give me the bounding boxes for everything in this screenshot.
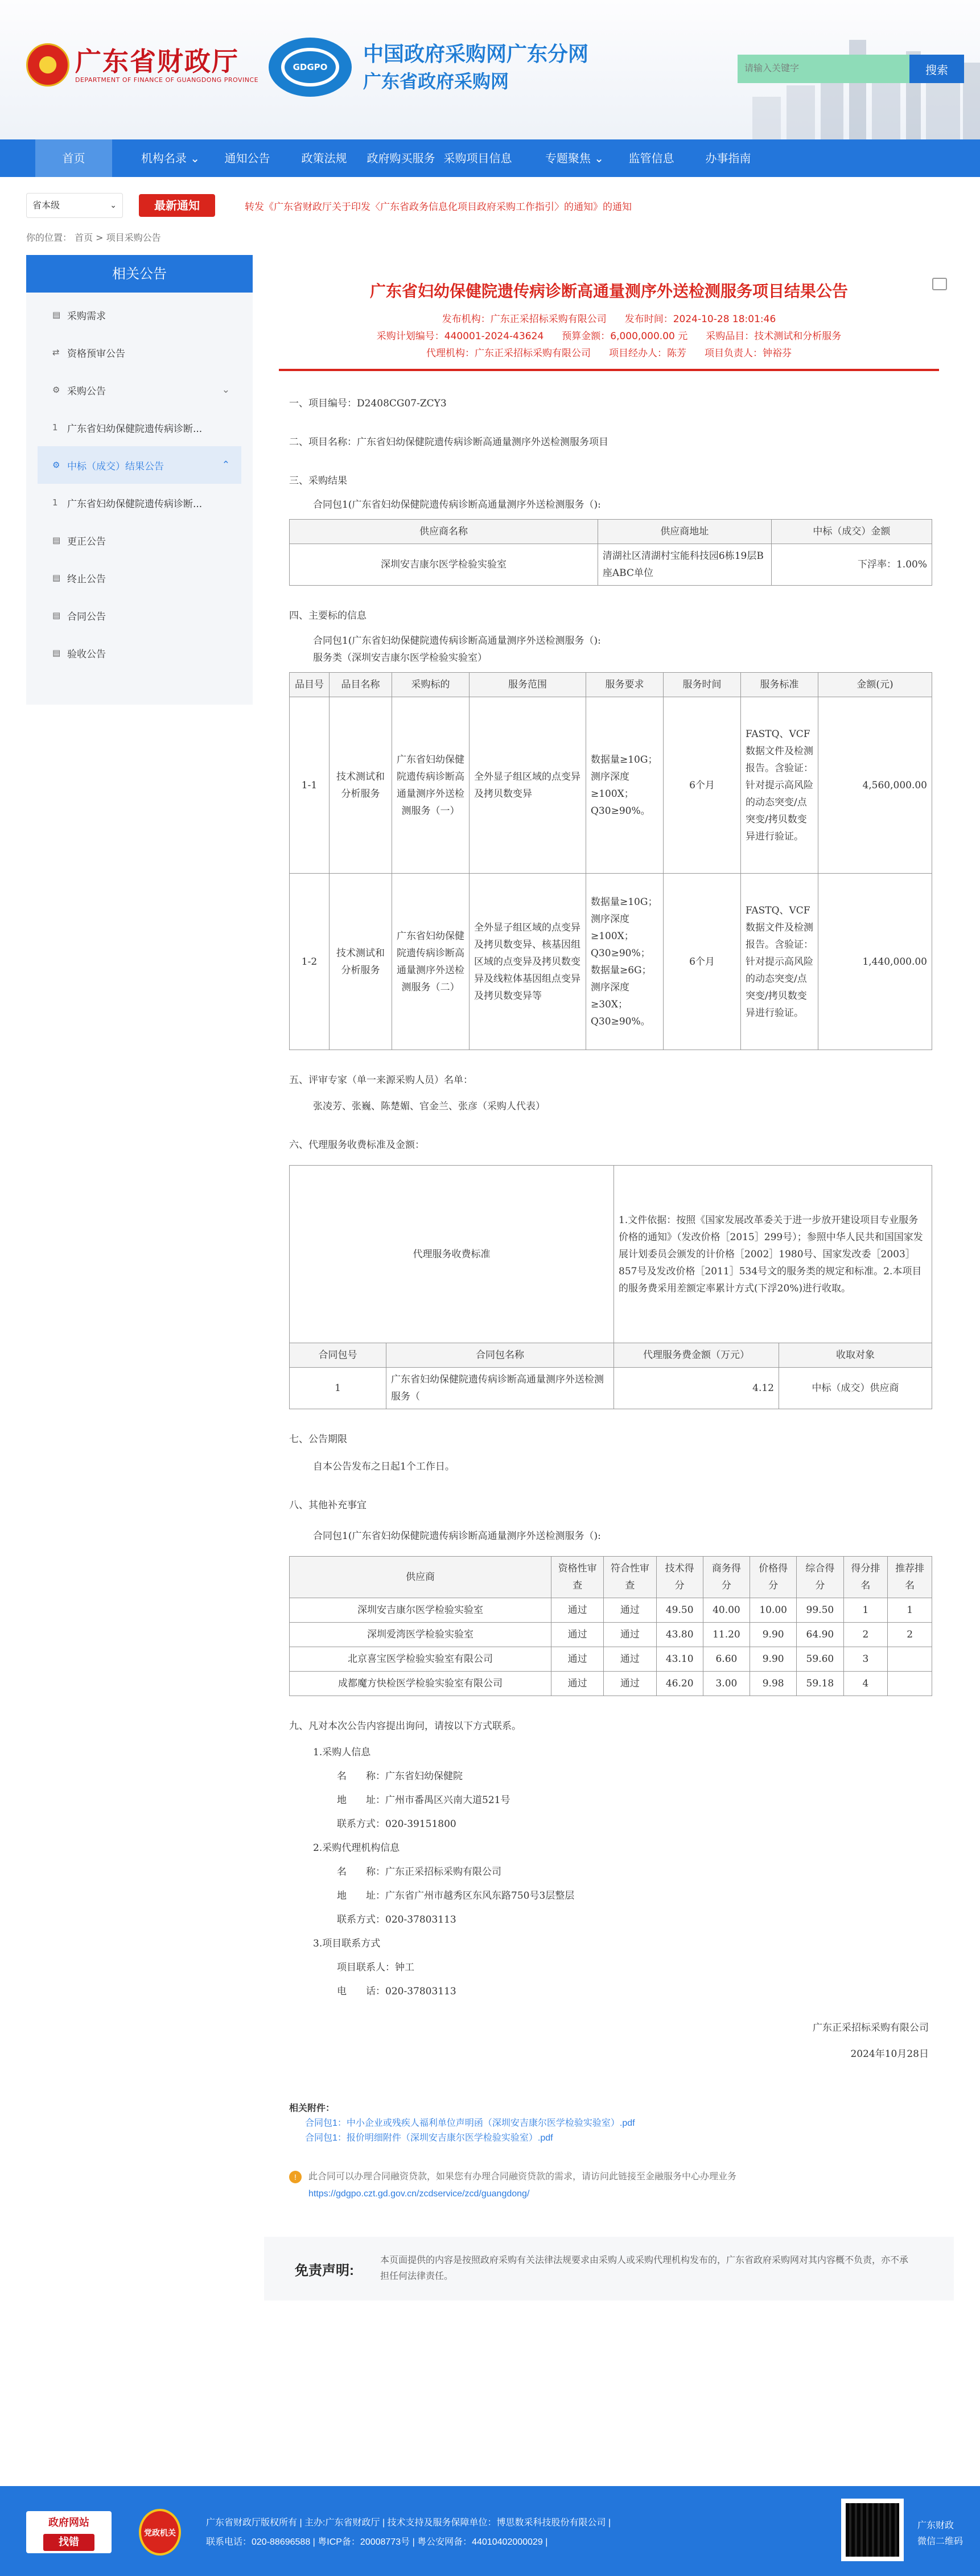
table-row: 1-2 技术测试和分析服务 广东省妇幼保健院遗传病诊断高通量测序外送检测服务（二） 全外显子组区域的点变异及拷贝数变异、核基因组区域的点变异及拷贝数变异及线粒体基因组点变异及拷贝数变异等 数据量≥10G；测序深度≥100X；Q30≥90%；数据量≥6G；测序深度≥30X；Q30≥90%。 6个月 FASTQ、VCF数据文件及检测报告。含验证：针对提示高风险的动态突变/点突变/拷贝数变异进行验证。 1,440,000.00: [290, 874, 932, 1050]
chevron-down-icon: ⌄: [221, 384, 230, 396]
gdgpo-logo[interactable]: [269, 38, 588, 97]
doc-icon: ▤: [52, 310, 61, 320]
doc-icon: ▤: [52, 648, 61, 658]
gear-icon: ⚙: [52, 385, 60, 395]
sidebar-item-prequalification[interactable]: ⇄ 资格预审公告: [52, 347, 125, 360]
gov-site-error-report[interactable]: 政府网站 找错: [26, 2511, 112, 2553]
nav-directory[interactable]: 机构名录 ⌄: [141, 151, 200, 165]
nav-home[interactable]: 首页: [35, 139, 112, 177]
section-4: 四、主要标的信息: [289, 610, 367, 622]
table-row: 成都魔方快检医学检验实验室有限公司 通过 通过 46.20 3.00 9.98 59.18 4: [290, 1672, 932, 1696]
logo-cn: 广东省财政厅: [75, 46, 239, 77]
qr-label: 广东财政 微信二维码: [917, 2521, 963, 2546]
table-row: 深圳安吉康尔医学检验实验室 清湖社区清湖村宝能科技园6栋19层B座ABC单位 下浮率：1.00%: [290, 544, 932, 586]
section-6: 六、代理服务收费标准及金额：: [289, 1139, 425, 1151]
warning-icon: !: [289, 2171, 302, 2183]
notice-bar: [26, 191, 954, 220]
nav-guide[interactable]: 办事指南: [705, 151, 751, 165]
main-nav: [0, 139, 980, 203]
disclaimer: 免责声明: 本页面提供的内容是按照政府采购有关法律法规要求由采购人或采购代理机构发布的，广东省政府采购网对其内容概不负责，亦不承担任何法律责任。: [264, 2237, 954, 2301]
site-title-2: 广东省政府采购网: [363, 71, 509, 92]
sidebar-subitem-award-1[interactable]: 1 广东省妇幼保健院遗传病诊断...: [52, 497, 203, 510]
finance-dept-logo[interactable]: [26, 43, 258, 87]
section-1: 一、项目编号：D2408CG07-ZCY3: [289, 398, 447, 409]
financing-tip: ! 此合同可以办理合同融资贷款，如果您有办理合同融资贷款的需求，请访问此链接至金融服务中心办理业务 https://gdgpo.czt.gd.gov.cn/zcdservice/zcd/guangdong/: [289, 2168, 929, 2203]
sidebar-subitem-procurement-1[interactable]: 1 广东省妇幼保健院遗传病诊断...: [52, 422, 203, 435]
logo-en: DEPARTMENT OF FINANCE OF GUANGDONG PROVINCE: [75, 76, 259, 84]
section-4-sub: 服务类（深圳安吉康尔医学检验实验室）: [313, 652, 487, 664]
chevron-down-icon: ⌄: [110, 201, 117, 210]
latest-notice-badge: 最新通知: [139, 194, 215, 217]
party-gov-badge[interactable]: 党政机关: [139, 2509, 181, 2556]
chevron-up-icon: ⌃: [221, 459, 230, 471]
items-table: 品目号 品目名称 采购标的 服务范围 服务要求 服务时间 服务标准 金额(元) 1-1 技术测试和分析服务 广东省妇幼保健院遗传病诊断高通量测序外送检测服务（一） 全外显子组区域的点变异及拷贝数变异 数据量≥10G；测序深度≥100X；Q30≥90%。 6个月 FASTQ、VCF数据文件及检测报告。含验证：针对提示高风险的动态突变/点突变/拷贝数变异进行验证。 4,560,000.00 1-2 技术测试和分析服务 广东省妇幼保健院遗传病诊断高通量测序外送检测服务（二） 全外显子组区域的点变异及拷贝数变异、核基因组区域的点变异及拷贝数变异及线粒体基因组点变异及拷贝数变异等 数据量≥10G；测序深度≥100X；Q30≥90%；数据量≥6G；测序深度≥30X；Q30≥90%。 6个月 FASTQ、VCF数据文件及检测报告。含验证：针对提示高风险的动态突变/点突变/拷贝数变异进行验证。 1,440,000.00: [289, 672, 932, 1050]
section-5-names: 张凌芳、张巍、陈楚媚、官金兰、张彦（采购人代表）: [313, 1101, 545, 1112]
table-row: 北京喜宝医学检验实验室有限公司 通过 通过 43.10 6.60 9.90 59.60 3: [290, 1647, 932, 1672]
swap-icon: ⇄: [52, 347, 60, 357]
section-3-package: 合同包1(广东省妇幼保健院遗传病诊断高通量测序外送检测服务（):: [313, 499, 601, 511]
footer-info: 广东省财政厅版权所有 | 主办:广东省财政厅 | 技术支持及服务保障单位：博思数采科技股份有限公司 | 联系电话：020-88696588 | 粤ICP备：20008773号 | 粤公安网备：44010402000029 |: [206, 2518, 611, 2547]
print-icon[interactable]: [932, 278, 947, 290]
gdgpo-icon: GDGPO: [269, 38, 352, 97]
sidebar: [26, 255, 253, 705]
section-4-package: 合同包1(广东省妇幼保健院遗传病诊断高通量测序外送检测服务（):: [313, 635, 601, 647]
section-2: 二、项目名称：广东省妇幼保健院遗传病诊断高通量测序外送检测服务项目: [289, 437, 608, 448]
search-input[interactable]: [738, 55, 909, 83]
attachment-link[interactable]: 合同包1：中小企业或残疾人福利单位声明函（深圳安吉康尔医学检验实验室）.pdf: [305, 2118, 635, 2128]
nav-supervision[interactable]: 监管信息: [628, 151, 674, 165]
title-divider: [279, 369, 939, 371]
latest-notice-link[interactable]: 转发《广东省财政厅关于印发〈广东省政务信息化项目政府采购工作指引〉的通知》的通知: [245, 201, 632, 213]
section-9: 九、凡对本次公告内容提出询问，请按以下方式联系。: [289, 1721, 521, 1732]
article-panel: [264, 255, 954, 2486]
article-meta: 发布机构：广东正采招标采购有限公司 发布时间：2024-10-28 18:01:46 采购计划编号：440001-2024-43624 预算金额：6,000,000.00 元 采购品目：技术测试和分析服务 代理机构：广东正采招标采购有限公司 项目经办人：陈芳 项目负责人：钟裕芬: [376, 314, 842, 359]
signature: 广东正采招标采购有限公司 2024年10月28日: [813, 2022, 929, 2060]
sidebar-item-correction[interactable]: ▤ 更正公告: [52, 535, 106, 548]
search-box: [738, 55, 964, 83]
nav-notices[interactable]: 通知公告: [224, 151, 270, 165]
sidebar-item-requirements[interactable]: ▤ 采购需求: [52, 310, 106, 322]
sidebar-item-contract[interactable]: ▤ 合同公告: [52, 610, 106, 623]
sidebar-item-termination[interactable]: ▤ 终止公告: [52, 573, 106, 585]
nav-policies[interactable]: 政策法规: [301, 151, 347, 165]
section-3: 三、采购结果: [289, 475, 347, 487]
gear-icon: ⚙: [52, 460, 60, 470]
section-5: 五、评审专家（单一来源采购人员）名单：: [289, 1075, 473, 1086]
site-header: [0, 0, 980, 139]
wechat-qr-icon: [841, 2499, 904, 2561]
nav-topics[interactable]: 专题聚焦 ⌄: [545, 151, 604, 165]
table-row: 1 广东省妇幼保健院遗传病诊断高通量测序外送检测服务（ 4.12 中标（成交）供应商: [290, 1368, 932, 1409]
contact-block: 1.采购人信息 名 称：广东省妇幼保健院 地 址：广州市番禺区兴南大道521号 联系方式：020-39151800 2.采购代理机构信息 名 称：广东正采招标采购有限公司 地 址：广东省广州市越秀区东风东路750号3层整层 联系方式：020-37803113 3.项目联系方式 项目联系人：钟工 电 话：020-37803113: [313, 1747, 575, 1997]
sidebar-item-acceptance[interactable]: ▤ 验收公告: [52, 648, 106, 660]
doc-icon: ▤: [52, 573, 61, 583]
sidebar-item-award-result[interactable]: ⚙ 中标（成交）结果公告 ⌃: [38, 446, 241, 484]
skyline-decoration: [547, 34, 980, 139]
site-footer: [0, 2486, 980, 2576]
table-row: 深圳安吉康尔医学检验实验室 通过 通过 49.50 40.00 10.00 99.50 1 1: [290, 1598, 932, 1623]
attachment-link[interactable]: 合同包1：报价明细附件（深圳安吉康尔医学检验实验室）.pdf: [305, 2133, 553, 2143]
site-title-1: 中国政府采购网广东分网: [363, 43, 589, 66]
doc-icon: ▤: [52, 610, 61, 620]
national-emblem-icon: [26, 43, 69, 87]
section-8-package: 合同包1(广东省妇幼保健院遗传病诊断高通量测序外送检测服务（):: [313, 1530, 601, 1542]
result-table: 供应商名称 供应商地址 中标（成交）金额 深圳安吉康尔医学检验实验室 清湖社区清湖村宝能科技园6栋19层B座ABC单位 下浮率：1.00%: [289, 519, 932, 586]
sidebar-title: 相关公告: [26, 255, 253, 293]
table-row: 深圳爱湾医学检验实验室 通过 通过 43.80 11.20 9.90 64.90 2 2: [290, 1623, 932, 1647]
table-row: 1-1 技术测试和分析服务 广东省妇幼保健院遗传病诊断高通量测序外送检测服务（一） 全外显子组区域的点变异及拷贝数变异 数据量≥10G；测序深度≥100X；Q30≥90%。 6个月 FASTQ、VCF数据文件及检测报告。含验证：针对提示高风险的动态突变/点突变/拷贝数变异进行验证。 4,560,000.00: [290, 697, 932, 874]
region-select[interactable]: 省本级 ⌄: [26, 193, 123, 218]
breadcrumb: 你的位置： 首页 > 项目采购公告: [26, 232, 161, 243]
search-button[interactable]: 搜索: [909, 55, 964, 83]
attachments: 相关附件： 合同包1：中小企业或残疾人福利单位声明函（深圳安吉康尔医学检验实验室）.pdf 合同包1：报价明细附件（深圳安吉康尔医学检验实验室）.pdf: [289, 2101, 929, 2146]
section-7: 七、公告期限: [289, 1434, 347, 1445]
financing-link[interactable]: https://gdgpo.czt.gd.gov.cn/zcdservice/zcd/guangdong/: [308, 2189, 530, 2199]
section-7-text: 自本公告发布之日起1个工作日。: [313, 1461, 455, 1472]
nav-services[interactable]: 政府购买服务: [367, 151, 435, 165]
scores-table: 供应商 资格性审查 符合性审查 技术得分 商务得分 价格得分 综合得分 得分排名 推荐排名 深圳安吉康尔医学检验实验室 通过 通过 49.50 40.00 10.00 99.50 1 1 深圳爱湾医学检验实验室 通过 通过 43.80 11.20 9.90 64.90 2 2 北京喜宝医学检验实验室有限公司 通过 通过 43.10 6.60 9.90 59.60 3 成都魔方快检医学检验实验室有限公司 通过 通过 46.20 3.00 9.98 59.18 4: [289, 1556, 932, 1696]
fee-table: 代理服务收费标准 1.文件依据：按照《国家发展改革委关于进一步放开建设项目专业服务价格的通知》（发改价格［2015］299号）；参照中华人民共和国国家发展计划委员会颁发的计价格［2002］1980号、国家发改委［2003］857号及发改价格［2011］534号文的服务类的规定和标准。2.本项目的服务费采用差额定率累计方式(下浮20%)进行收取。 合同包号 合同包名称 代理服务费金额（万元） 收取对象 1 广东省妇幼保健院遗传病诊断高通量测序外送检测服务（ 4.12 中标（成交）供应商: [289, 1165, 932, 1409]
article-body: [264, 395, 954, 513]
doc-icon: ▤: [52, 535, 61, 545]
section-8: 八、其他补充事宜: [289, 1500, 367, 1511]
article-title: 广东省妇幼保健院遗传病诊断高通量测序外送检测服务项目结果公告: [369, 282, 848, 301]
nav-projects[interactable]: 采购项目信息 ⌄: [443, 151, 512, 203]
sidebar-item-procurement[interactable]: ⚙ 采购公告 ⌄: [52, 384, 230, 397]
